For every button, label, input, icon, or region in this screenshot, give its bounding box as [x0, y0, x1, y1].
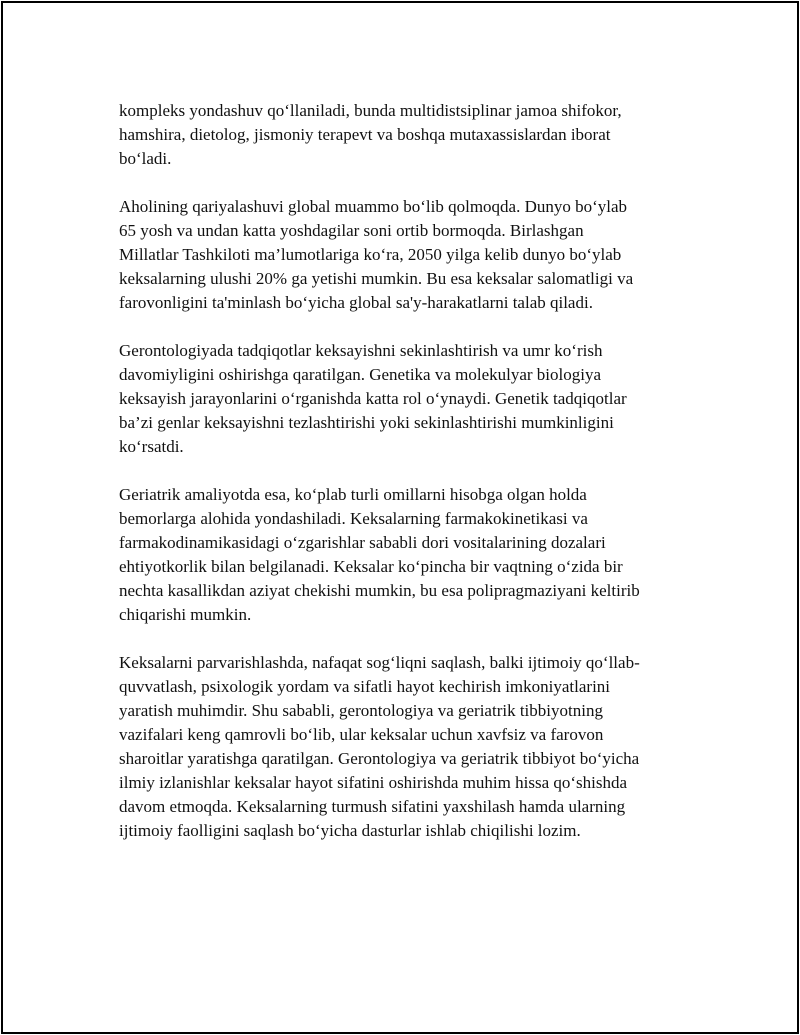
paragraph-5: Keksalarni parvarishlashda, nafaqat sog‘liqni saqlash, balki ijtimoiy qo‘llab- quvvatlash, psixologik yordam va sifatli hayot kechirish imkoniyatlarini yaratish muhimdir. Shu sababli, gerontologiya va geriatrik tibbiyotning vazifalari keng qamrovli bo‘lib, ular keksalar uchun xavfsiz va farovon sharoitlar yaratishga qaratilgan. Gerontologiya va geriatrik tibbiyot bo‘yicha ilmiy izlanishlar keksalar hayot sifatini oshirishda muhim hissa qo‘shishda davom etmoqda. Keksalarning turmush sifatini yaxshilash hamda ularning ijtimoiy faolligini saqlash bo‘yicha dasturlar ishlab chiqilishi lozim.: [119, 653, 640, 840]
paragraph-4: Geriatrik amaliyotda esa, ko‘plab turli omillarni hisobga olgan holda bemorlarga alohida yondashiladi. Keksalarning farmakokinetikasi va farmakodinamikasidagi o‘zgarishlar sababli dori vositalarining dozalari ehtiyotkorlik bilan belgilanadi. Keksalar ko‘pincha bir vaqtning o‘zida bir nechta kasallikdan aziyat chekishi mumkin, bu esa polipragmaziyani keltirib chiqarishi mumkin.: [119, 485, 640, 624]
paragraph-1: kompleks yondashuv qo‘llaniladi, bunda multidistsiplinar jamoa shifokor, hamshira, dietolog, jismoniy terapevt va boshqa mutaxassislardan iborat bo‘ladi.: [119, 101, 622, 168]
page-frame: [1, 1, 799, 1034]
paragraph-3: Gerontologiyada tadqiqotlar keksayishni sekinlashtirish va umr ko‘rish davomiyligini oshirishga qaratilgan. Genetika va molekulyar biologiya keksayish jarayonlarini o‘rganishda katta rol o‘ynaydi. Genetik tadqiqotlar ba’zi genlar keksayishni tezlashtirishi yoki sekinlashtirishi mumkinligini ko‘rsatdi.: [119, 341, 627, 456]
page-content: [119, 99, 699, 867]
paragraph-2: Aholining qariyalashuvi global muammo bo‘lib qolmoqda. Dunyo bo‘ylab 65 yosh va undan katta yoshdagilar soni ortib bormoqda. Birlashgan Millatlar Tashkiloti ma’lumotlariga ko‘ra, 2050 yilga kelib dunyo bo‘ylab keksalarning ulushi 20% ga yetishi mumkin. Bu esa keksalar salomatligi va farovonligini ta'minlash bo‘yicha global sa'y-harakatlarni talab qiladi.: [119, 197, 634, 312]
